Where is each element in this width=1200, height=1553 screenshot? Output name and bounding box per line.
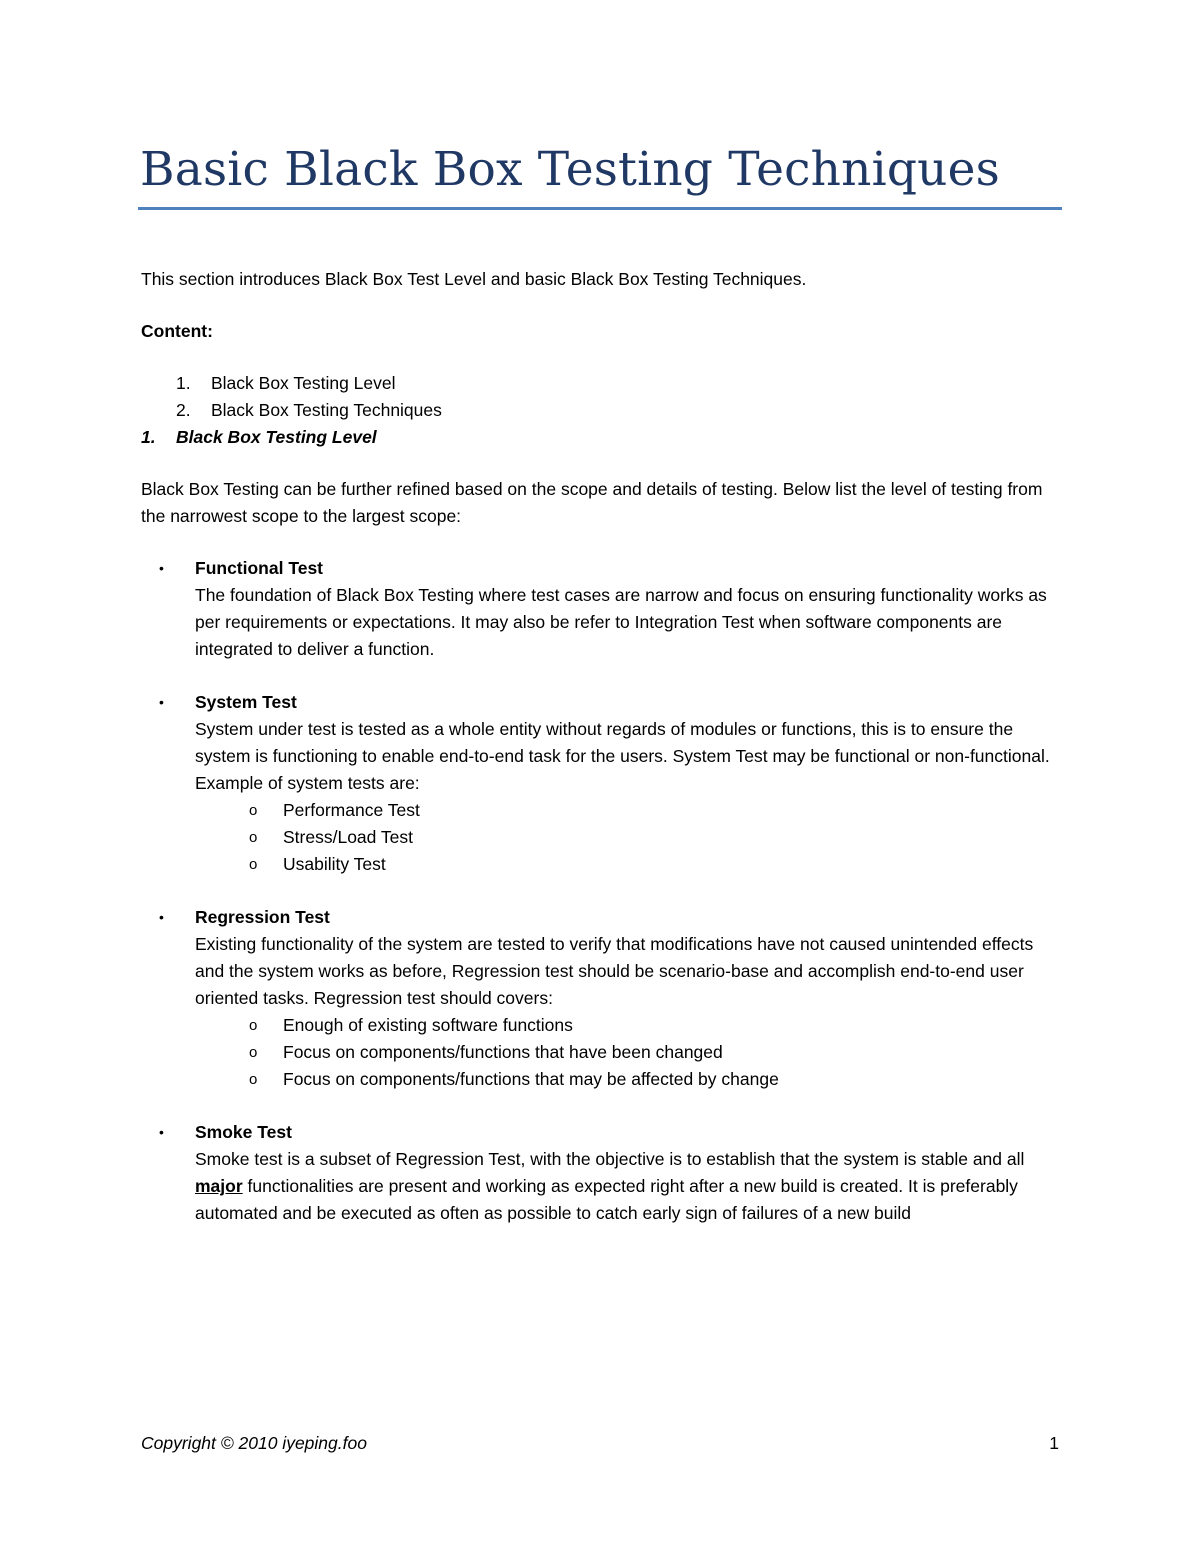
bullet-icon: • (159, 909, 164, 925)
sub-list-item (195, 824, 1061, 851)
sub-item-text: Stress/Load Test (283, 827, 414, 847)
item-description: System under test is tested as a whole entity without regards of modules or functions, this is to ensure the system is functioning to enable end-to-end task for the users. System Test may be functional or non-functional. Example of system tests are: (195, 719, 1050, 793)
item-title: Functional Test (195, 558, 324, 578)
sub-list-item (195, 1066, 1061, 1093)
section-number: 1. (141, 427, 156, 447)
page-number: 1 (1049, 1433, 1059, 1453)
sub-list-item (195, 1012, 1061, 1039)
sub-item-text: Focus on components/functions that have been changed (283, 1042, 723, 1062)
sub-list-item (195, 797, 1061, 824)
sub-list (195, 797, 1061, 878)
title-underline (138, 207, 1062, 210)
document-body (141, 266, 1061, 1253)
circle-bullet-icon: o (249, 1017, 258, 1034)
item-title: Smoke Test (195, 1122, 292, 1142)
circle-bullet-icon: o (249, 829, 258, 846)
page-footer (141, 1430, 1059, 1457)
circle-bullet-icon: o (249, 856, 258, 873)
contents-item-number: 2. (176, 400, 191, 420)
contents-item-number: 1. (176, 373, 191, 393)
test-level-list (141, 555, 1061, 1227)
sub-item-text: Usability Test (283, 854, 386, 874)
item-description: Existing functionality of the system are tested to verify that modifications have not caused unintended effects and the system works as before, Regression test should be scenario-base and accomplish end-to-end user oriented tasks. Regression test should covers: (195, 934, 1034, 1008)
item-description (195, 1146, 1061, 1227)
emphasis-word: major (195, 1176, 243, 1196)
sub-list-item (195, 851, 1061, 878)
item-title: System Test (195, 692, 297, 712)
bullet-icon: • (159, 694, 164, 710)
page-title: Basic Black Box Testing Techniques (140, 142, 1000, 197)
bullet-icon: • (159, 560, 164, 576)
test-level-item (141, 689, 1061, 878)
test-level-item (141, 904, 1061, 1093)
bullet-icon: • (159, 1124, 164, 1140)
item-text-before: Smoke test is a subset of Regression Test, with the objective is to establish that the system is stable and all (195, 1149, 1025, 1169)
sub-list (195, 1012, 1061, 1093)
contents-item-text: Black Box Testing Level (211, 373, 396, 393)
intro-paragraph: This section introduces Black Box Test Level and basic Black Box Testing Techniques. (141, 269, 807, 289)
test-level-item (141, 1119, 1061, 1227)
circle-bullet-icon: o (249, 1044, 258, 1061)
content-heading: Content: (141, 321, 213, 341)
sub-item-text: Focus on components/functions that may be affected by change (283, 1069, 779, 1089)
contents-item (141, 397, 1061, 424)
item-description: The foundation of Black Box Testing where test cases are narrow and focus on ensuring functionality works as per requirements or expectations. It may also be refer to Integration Test when software components are integrated to deliver a function. (195, 585, 1047, 659)
sub-item-text: Enough of existing software functions (283, 1015, 573, 1035)
sub-list-item (195, 1039, 1061, 1066)
section-paragraph: Black Box Testing can be further refined based on the scope and details of testing. Below list the level of testing from the narrowest scope to the largest scope: (141, 479, 1043, 526)
circle-bullet-icon: o (249, 802, 258, 819)
circle-bullet-icon: o (249, 1071, 258, 1088)
item-title: Regression Test (195, 907, 330, 927)
contents-list (141, 370, 1061, 424)
copyright-text: Copyright © 2010 iyeping.foo (141, 1433, 367, 1453)
section-title: Black Box Testing Level (176, 427, 377, 447)
item-text-after: functionalities are present and working as expected right after a new build is created. It is preferably automated and be executed as often as possible to catch early sign of failures of a new build (195, 1176, 1018, 1223)
contents-item (141, 370, 1061, 397)
contents-item-text: Black Box Testing Techniques (211, 400, 442, 420)
test-level-item (141, 555, 1061, 663)
section-heading (141, 424, 1061, 451)
sub-item-text: Performance Test (283, 800, 420, 820)
